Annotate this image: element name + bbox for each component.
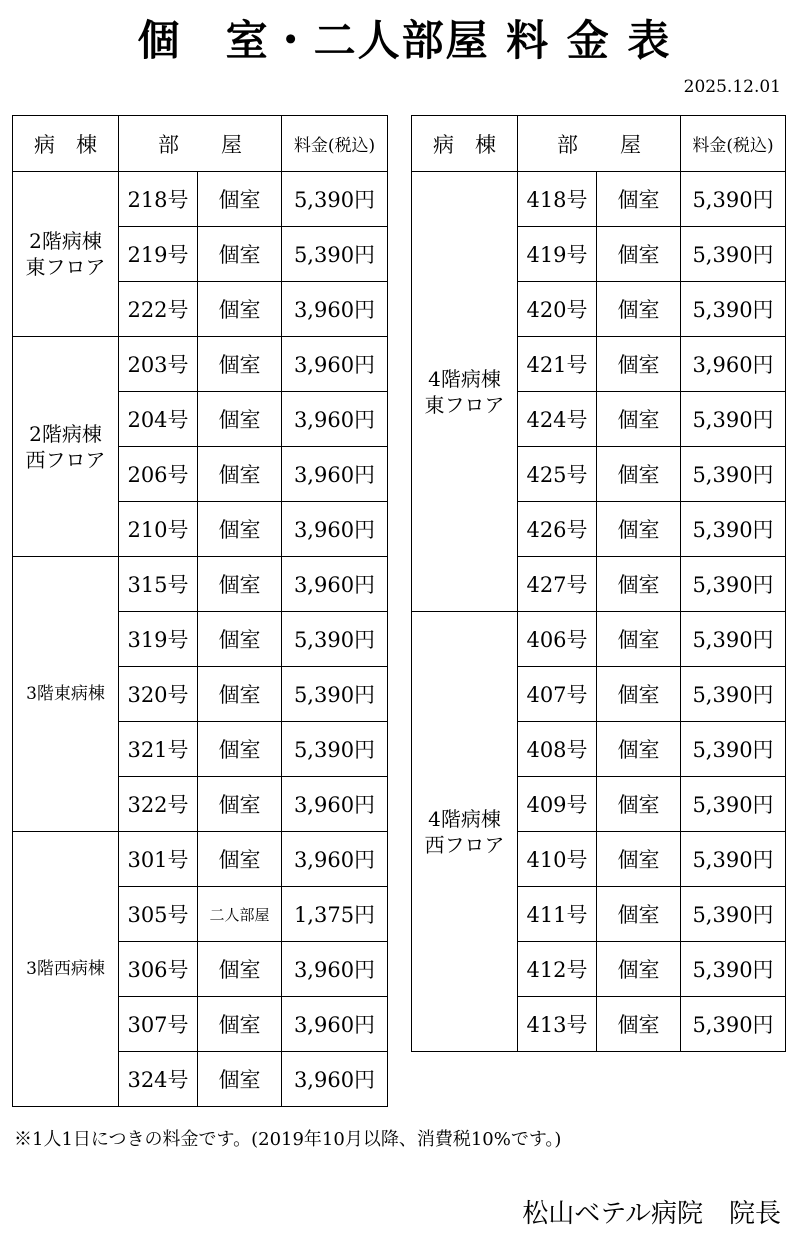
room-type: 個室 — [198, 832, 282, 887]
room-number: 427号 — [518, 557, 597, 612]
room-fee: 3,960円 — [282, 1052, 388, 1107]
room-fee: 3,960円 — [282, 502, 388, 557]
room-fee: 5,390円 — [681, 832, 786, 887]
ward-name: 4階病棟 東フロア — [412, 172, 518, 612]
room-number: 319号 — [119, 612, 198, 667]
room-type: 個室 — [597, 997, 681, 1052]
room-number: 409号 — [518, 777, 597, 832]
room-number: 413号 — [518, 997, 597, 1052]
room-fee: 5,390円 — [282, 722, 388, 777]
room-number: 420号 — [518, 282, 597, 337]
issue-date: 2025.12.01 — [683, 77, 781, 97]
room-number: 218号 — [119, 172, 198, 227]
room-number: 320号 — [119, 667, 198, 722]
room-fee: 3,960円 — [282, 337, 388, 392]
room-fee: 5,390円 — [681, 557, 786, 612]
room-fee: 3,960円 — [282, 447, 388, 502]
room-type: 個室 — [198, 172, 282, 227]
room-type: 個室 — [597, 612, 681, 667]
room-type: 個室 — [198, 777, 282, 832]
ward-name: 2階病棟 東フロア — [13, 172, 119, 337]
room-number: 412号 — [518, 942, 597, 997]
room-number: 219号 — [119, 227, 198, 282]
room-fee: 3,960円 — [282, 282, 388, 337]
ward-name: 2階病棟 西フロア — [13, 337, 119, 557]
table-row — [412, 612, 786, 667]
room-fee: 5,390円 — [282, 612, 388, 667]
footnote: ※1人1日につきの料金です。(2019年10月以降、消費税10%です。) — [14, 1129, 562, 1150]
fee-table-left — [12, 115, 388, 1107]
room-type: 個室 — [198, 557, 282, 612]
ward-name: 3階東病棟 — [13, 557, 119, 832]
room-fee: 5,390円 — [681, 227, 786, 282]
room-number: 305号 — [119, 887, 198, 942]
room-fee: 5,390円 — [681, 887, 786, 942]
room-type: 個室 — [597, 282, 681, 337]
room-fee: 3,960円 — [282, 557, 388, 612]
room-type: 個室 — [597, 447, 681, 502]
room-type: 個室 — [597, 392, 681, 447]
table-header-row — [13, 116, 388, 172]
room-number: 324号 — [119, 1052, 198, 1107]
header-fee: 料金(税込) — [282, 116, 388, 172]
room-fee: 3,960円 — [282, 777, 388, 832]
table-header-row — [412, 116, 786, 172]
room-number: 301号 — [119, 832, 198, 887]
room-number: 426号 — [518, 502, 597, 557]
header-fee: 料金(税込) — [681, 116, 786, 172]
room-number: 406号 — [518, 612, 597, 667]
room-number: 306号 — [119, 942, 198, 997]
room-fee: 5,390円 — [681, 447, 786, 502]
room-number: 210号 — [119, 502, 198, 557]
header-ward: 病 棟 — [412, 116, 518, 172]
room-type: 個室 — [198, 942, 282, 997]
room-type: 個室 — [597, 942, 681, 997]
room-fee: 3,960円 — [282, 997, 388, 1052]
room-number: 424号 — [518, 392, 597, 447]
room-fee: 5,390円 — [681, 722, 786, 777]
room-type: 個室 — [597, 227, 681, 282]
room-fee: 5,390円 — [681, 172, 786, 227]
room-type: 個室 — [597, 777, 681, 832]
room-type: 二人部屋 — [198, 887, 282, 942]
room-type: 個室 — [597, 832, 681, 887]
room-number: 419号 — [518, 227, 597, 282]
table-row — [13, 172, 388, 227]
signature: 松山ベテル病院 院長 — [522, 1199, 781, 1229]
room-type: 個室 — [597, 722, 681, 777]
room-type: 個室 — [198, 337, 282, 392]
ward-name: 4階病棟 西フロア — [412, 612, 518, 1052]
room-type: 個室 — [597, 502, 681, 557]
room-fee: 5,390円 — [681, 282, 786, 337]
room-number: 321号 — [119, 722, 198, 777]
room-number: 411号 — [518, 887, 597, 942]
table-row — [412, 172, 786, 227]
room-type: 個室 — [198, 722, 282, 777]
room-fee: 5,390円 — [681, 392, 786, 447]
room-number: 204号 — [119, 392, 198, 447]
room-type: 個室 — [198, 612, 282, 667]
room-type: 個室 — [597, 557, 681, 612]
header-ward: 病 棟 — [13, 116, 119, 172]
room-fee: 3,960円 — [282, 942, 388, 997]
room-number: 418号 — [518, 172, 597, 227]
room-type: 個室 — [198, 502, 282, 557]
room-type: 個室 — [597, 887, 681, 942]
page-title: 個 室・二人部屋 料 金 表 — [137, 16, 672, 65]
table-row — [13, 832, 388, 887]
room-type: 個室 — [198, 667, 282, 722]
room-number: 421号 — [518, 337, 597, 392]
room-fee: 1,375円 — [282, 887, 388, 942]
room-fee: 5,390円 — [681, 997, 786, 1052]
room-type: 個室 — [198, 447, 282, 502]
room-type: 個室 — [597, 667, 681, 722]
room-fee: 5,390円 — [681, 502, 786, 557]
ward-name: 3階西病棟 — [13, 832, 119, 1107]
room-number: 206号 — [119, 447, 198, 502]
room-type: 個室 — [198, 1052, 282, 1107]
room-fee: 5,390円 — [681, 942, 786, 997]
room-type: 個室 — [198, 227, 282, 282]
room-fee: 5,390円 — [282, 172, 388, 227]
room-fee: 3,960円 — [282, 392, 388, 447]
room-fee: 5,390円 — [282, 227, 388, 282]
room-number: 222号 — [119, 282, 198, 337]
room-type: 個室 — [597, 172, 681, 227]
room-number: 407号 — [518, 667, 597, 722]
room-type: 個室 — [198, 392, 282, 447]
room-fee: 3,960円 — [681, 337, 786, 392]
header-room: 部 屋 — [119, 116, 282, 172]
room-type: 個室 — [597, 337, 681, 392]
header-room: 部 屋 — [518, 116, 681, 172]
room-fee: 5,390円 — [282, 667, 388, 722]
room-number: 410号 — [518, 832, 597, 887]
room-number: 322号 — [119, 777, 198, 832]
room-fee: 5,390円 — [681, 667, 786, 722]
room-fee: 5,390円 — [681, 777, 786, 832]
table-row — [13, 337, 388, 392]
table-row — [13, 557, 388, 612]
room-type: 個室 — [198, 997, 282, 1052]
fee-table-right — [411, 115, 786, 1052]
room-fee: 3,960円 — [282, 832, 388, 887]
room-number: 203号 — [119, 337, 198, 392]
room-number: 315号 — [119, 557, 198, 612]
room-number: 408号 — [518, 722, 597, 777]
room-number: 307号 — [119, 997, 198, 1052]
room-fee: 5,390円 — [681, 612, 786, 667]
room-type: 個室 — [198, 282, 282, 337]
room-number: 425号 — [518, 447, 597, 502]
